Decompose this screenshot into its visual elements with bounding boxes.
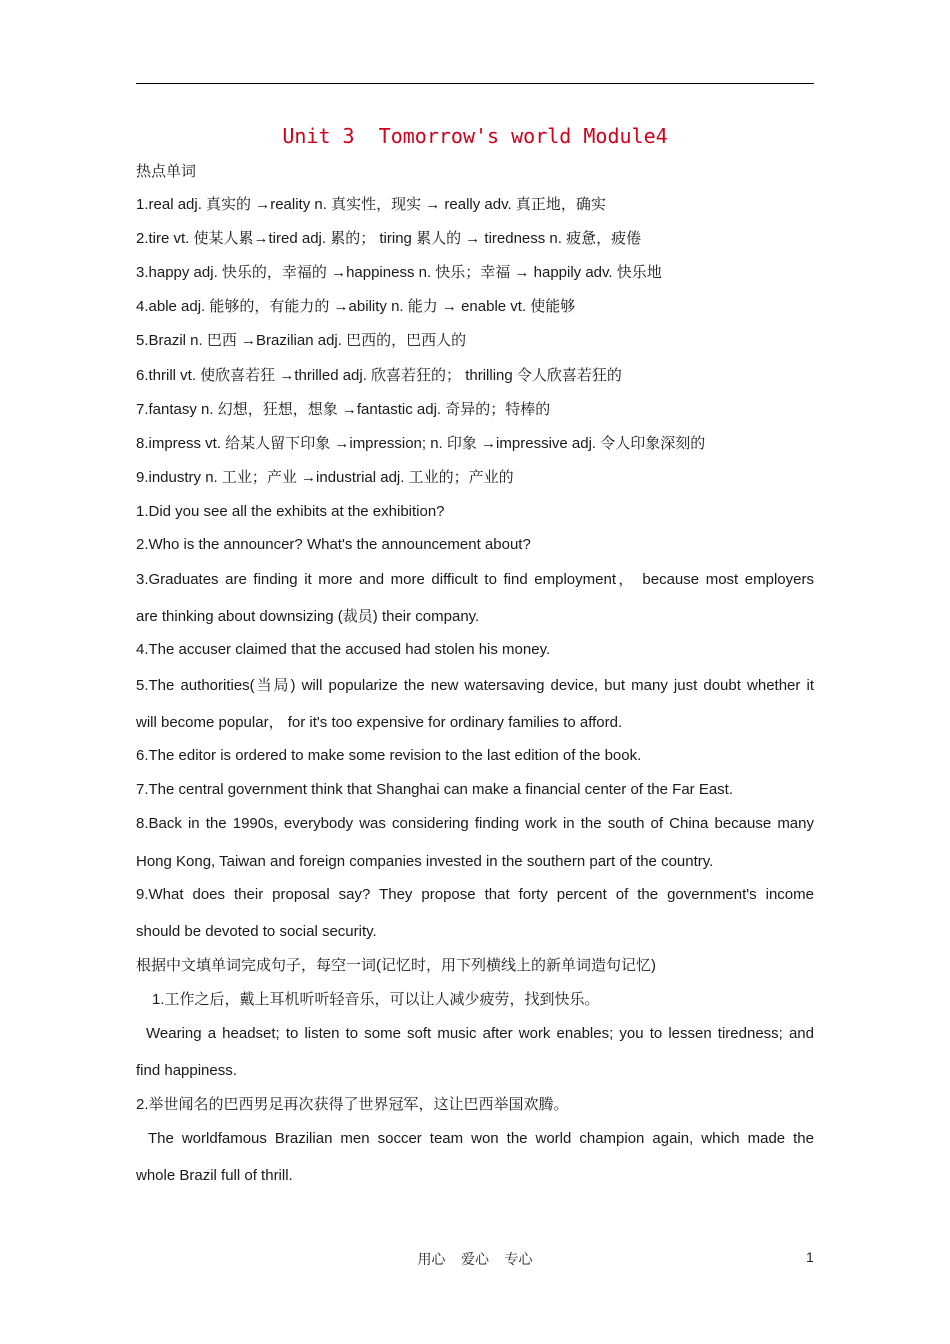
fill-item-1-english: Wearing a headset; to listen to some soft music after work enables; you to lessen tiredness; and bbox=[146, 1025, 814, 1042]
vocab-line-2: 2.tire vt. 使某人累→tired adj. 累的； tiring 累人的 → tiredness n. 疲惫，疲倦 bbox=[136, 230, 642, 247]
fill-item-2-chinese: 2.举世闻名的巴西男足再次获得了世界冠军，这让巴西举国欢腾。 bbox=[136, 1096, 569, 1113]
sentence-line-3: 3.Graduates are finding it more and more difficult to find employment， because most employers bbox=[136, 571, 814, 588]
footer-motto: 用心 爱心 专心 bbox=[417, 1251, 533, 1267]
sentence-line-5-cont: will become popular， for it's too expensive for ordinary families to afford. bbox=[136, 714, 623, 731]
fill-item-2-english: The worldfamous Brazilian men soccer team won the world champion again, which made the bbox=[148, 1130, 814, 1147]
sentence-line-9-cont: should be devoted to social security. bbox=[136, 923, 377, 940]
header-rule bbox=[136, 83, 814, 84]
fill-item-1-chinese: 1.工作之后，戴上耳机听听轻音乐，可以让人减少疲劳，找到快乐。 bbox=[152, 991, 600, 1008]
vocab-line-9: 9.industry n. 工业；产业 →industrial adj. 工业的；产业的 bbox=[136, 469, 514, 486]
sentence-line-1: 1.Did you see all the exhibits at the exhibition? bbox=[136, 503, 445, 520]
sentence-line-3-cont: are thinking about downsizing (裁员) their company. bbox=[136, 608, 480, 625]
sentence-line-8: 8.Back in the 1990s, everybody was considering finding work in the south of China because many bbox=[136, 815, 814, 832]
sentence-line-5: 5.The authorities(当局) will popularize the new watersaving device, but many just doubt whether it bbox=[136, 677, 814, 694]
vocab-line-1: 1.real adj. 真实的 →reality n. 真实性，现实 → really adv. 真正地，确实 bbox=[136, 196, 606, 213]
vocab-line-4: 4.able adj. 能够的，有能力的 →ability n. 能力 → enable vt. 使能够 bbox=[136, 298, 576, 315]
sentence-line-9: 9.What does their proposal say? They propose that forty percent of the government's income bbox=[136, 886, 814, 903]
sentence-line-8-cont: Hong Kong, Taiwan and foreign companies invested in the southern part of the country. bbox=[136, 853, 714, 870]
sentence-line-2: 2.Who is the announcer? What's the announcement about? bbox=[136, 536, 531, 553]
page-number: 1 bbox=[806, 1249, 814, 1265]
fill-item-2-english-cont: whole Brazil full of thrill. bbox=[136, 1167, 293, 1184]
sentence-line-7: 7.The central government think that Shanghai can make a financial center of the Far East. bbox=[136, 781, 734, 798]
page-title: Unit 3 Tomorrow's world Module4 bbox=[282, 124, 668, 148]
sentence-line-4: 4.The accuser claimed that the accused had stolen his money. bbox=[136, 641, 551, 658]
sentence-line-6: 6.The editor is ordered to make some revision to the last edition of the book. bbox=[136, 747, 642, 764]
vocab-line-5: 5.Brazil n. 巴西 →Brazilian adj. 巴西的，巴西人的 bbox=[136, 332, 467, 349]
vocab-line-6: 6.thrill vt. 使欣喜若狂 →thrilled adj. 欣喜若狂的； thrilling 令人欣喜若狂的 bbox=[136, 367, 622, 384]
section-heading-fill: 根据中文填单词完成句子，每空一词(记忆时，用下列横线上的新单词造句记忆) bbox=[136, 957, 656, 974]
vocab-line-7: 7.fantasy n. 幻想，狂想，想象 →fantastic adj. 奇异的；特棒的 bbox=[136, 401, 551, 418]
fill-item-1-english-cont: find happiness. bbox=[136, 1062, 237, 1079]
vocab-line-3: 3.happy adj. 快乐的，幸福的 →happiness n. 快乐；幸福 → happily adv. 快乐地 bbox=[136, 264, 662, 281]
section-heading-vocab: 热点单词 bbox=[136, 163, 197, 180]
vocab-line-8: 8.impress vt. 给某人留下印象 →impression; n. 印象 →impressive adj. 令人印象深刻的 bbox=[136, 435, 706, 452]
